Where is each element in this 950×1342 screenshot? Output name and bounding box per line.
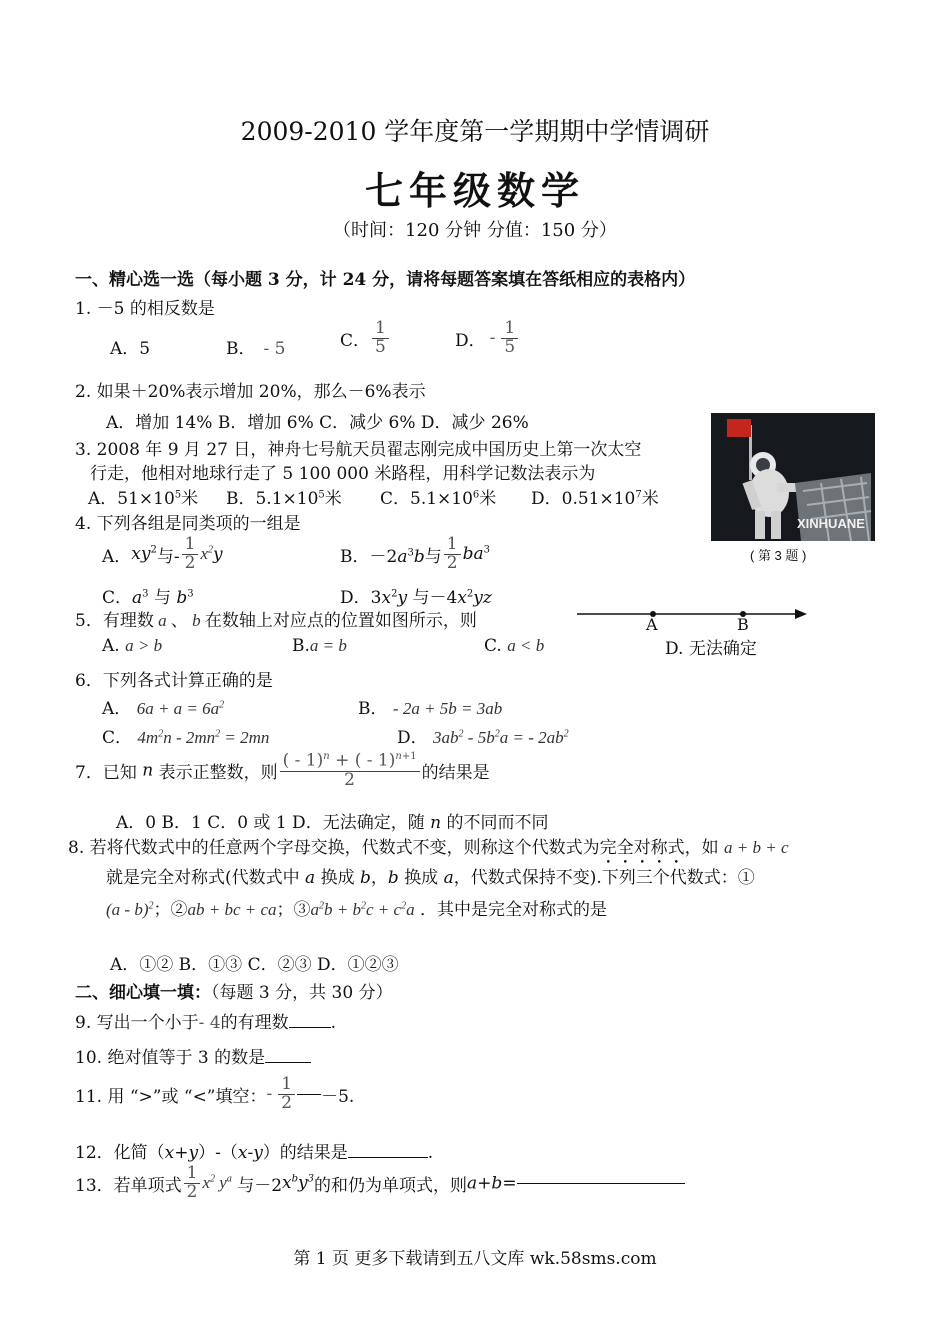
- q4-option-d: D．$3x^2y$ 与$-4x^2yz$: [340, 588, 492, 608]
- q7-fraction: $\frac{( - 1)^n + ( - 1)^{n+1}}{2}$: [280, 752, 420, 789]
- q1-stem: 1. －5 的相反数是: [75, 299, 215, 319]
- section-2-heading: 二、细心填一填：（每题 3 分，共 30 分）: [75, 983, 393, 1003]
- q6-option-c: C． $4m^2n - 2mn^2 = 2mn$: [102, 728, 270, 748]
- q5-option-d: D. 无法确定: [665, 639, 757, 659]
- q10: 10. 绝对值等于 3 的数是: [75, 1043, 311, 1068]
- point-b-label: B: [737, 615, 749, 634]
- q5-option-a: A. a > b: [102, 636, 163, 656]
- q2-stem: 2. 如果＋20%表示增加 20%，那么－6%表示: [75, 382, 426, 402]
- section-1-heading: 一、精心选一选（每小题 3 分，计 24 分，请将每题答案填在答纸相应的表格内）: [75, 270, 696, 290]
- q6-option-d: D． $3ab^2 - 5b^2a$ = - $2ab^2$: [397, 728, 569, 748]
- q1-option-c: C． $\frac{1}{5}$: [340, 320, 391, 357]
- q3-stem-line2: 行走，他相对地球行走了 5 100 000 米路程，用科学记数法表示为: [90, 464, 596, 484]
- q6-option-a: A． $6a + a = 6a^2$: [102, 699, 225, 719]
- q3-option-a: A．$51\times 10^5$米: [88, 489, 199, 509]
- point-a-label: A: [646, 615, 658, 634]
- page-footer: 第 1 页 更多下载请到五八文库 wk.58sms.com: [293, 1249, 657, 1269]
- q12: 12．化简（x+y）-（x-y）的结果是 .: [75, 1143, 434, 1163]
- q4-option-b: B．$-2a^3b$与 $\frac{1}{2}$ $ba^3$: [340, 534, 490, 573]
- q4-stem: 4. 下列各组是同类项的一组是: [75, 514, 301, 534]
- q6-stem: 6．下列各式计算正确的是: [75, 671, 273, 691]
- q3-option-c: C．$5.1\times 10^6$米: [380, 489, 497, 509]
- exam-meta: （时间：120 分钟 分值：150 分）: [333, 220, 617, 241]
- svg-text:XINHUANE: XINHUANE: [797, 516, 865, 531]
- q1-option-a: A．5: [110, 339, 151, 359]
- q4-option-c: C．$a^3$ 与 $b^3$: [102, 588, 194, 608]
- fraction: $\frac{1}{5}$: [372, 320, 389, 357]
- q5-stem: 5．有理数 a 、 b 在数轴上对应点的位置如图所示，则: [75, 611, 477, 631]
- q7-stem: 7．已知 n 表示正整数，则 $\frac{( - 1)^n + ( - 1)^{n+1}}{2}$ 的结果是: [75, 750, 490, 790]
- photo-caption: ( 第 3 题 ): [750, 548, 807, 563]
- subject-title: 七年级数学: [364, 168, 585, 213]
- astronaut-illustration: [711, 413, 875, 541]
- exam-title: 2009-2010 学年度第一学期期中学情调研: [240, 117, 710, 146]
- q7-options: A．0 B．1 C．0 或 1 D．无法确定，随 n 的不同而不同: [116, 813, 549, 833]
- astronaut-photo: [711, 413, 875, 541]
- q4-option-a: A．$xy^2$与- $\frac{1}{2}$ $x^2y$: [102, 534, 223, 573]
- q5-option-c: C. a < b: [484, 636, 545, 656]
- q8-line1: 8. 若将代数式中的任意两个字母交换，代数式不变，则称这个代数式为完全对称式，如 a + b + c: [68, 838, 789, 858]
- fraction: $\frac{1}{5}$: [501, 320, 518, 357]
- q8-options: A．①② B．①③ C．②③ D．①②③: [110, 955, 399, 975]
- q3-option-d: D．$0.51\times 10^7$米: [531, 489, 659, 509]
- q1-option-d: D． - $\frac{1}{5}$: [455, 320, 520, 357]
- q9: 9. 写出一个小于- 4的有理数 .: [75, 1013, 336, 1033]
- q11: 11. 用 “>”或 “<”填空：- $\frac{1}{2}$ －5.: [75, 1074, 355, 1113]
- q5-option-b: B.a = b: [292, 636, 347, 656]
- q3-option-b: B．$5.1\times 10^5$米: [226, 489, 342, 509]
- q6-option-b: B． - 2a + 5b = 3ab: [358, 699, 503, 719]
- q2-options: A．增加 14% B．增加 6% C．减少 6% D．减少 26%: [106, 413, 529, 433]
- q8-line3: (a - b)$^2$；②ab + bc + ca；$③a^2b + b^2c + c^2a$ ．其中是完全对称式的是: [106, 900, 607, 920]
- q1-option-b: B． - 5: [226, 339, 286, 359]
- number-line: [577, 608, 807, 628]
- q8-line2: 就是完全对称式(代数式中 a 换成 b，b 换成 a，代数式保持不变).下列三个代数式：①: [106, 868, 755, 888]
- q13: 13．若单项式 $\frac{1}{2}$ $x^2$ $y^a$ 与$-2x^by^3$的和仍为单项式，则a+b=: [75, 1165, 685, 1202]
- q3-stem-line1: 3. 2008 年 9 月 27 日，神舟七号航天员翟志刚完成中国历史上第一次太空: [75, 440, 642, 460]
